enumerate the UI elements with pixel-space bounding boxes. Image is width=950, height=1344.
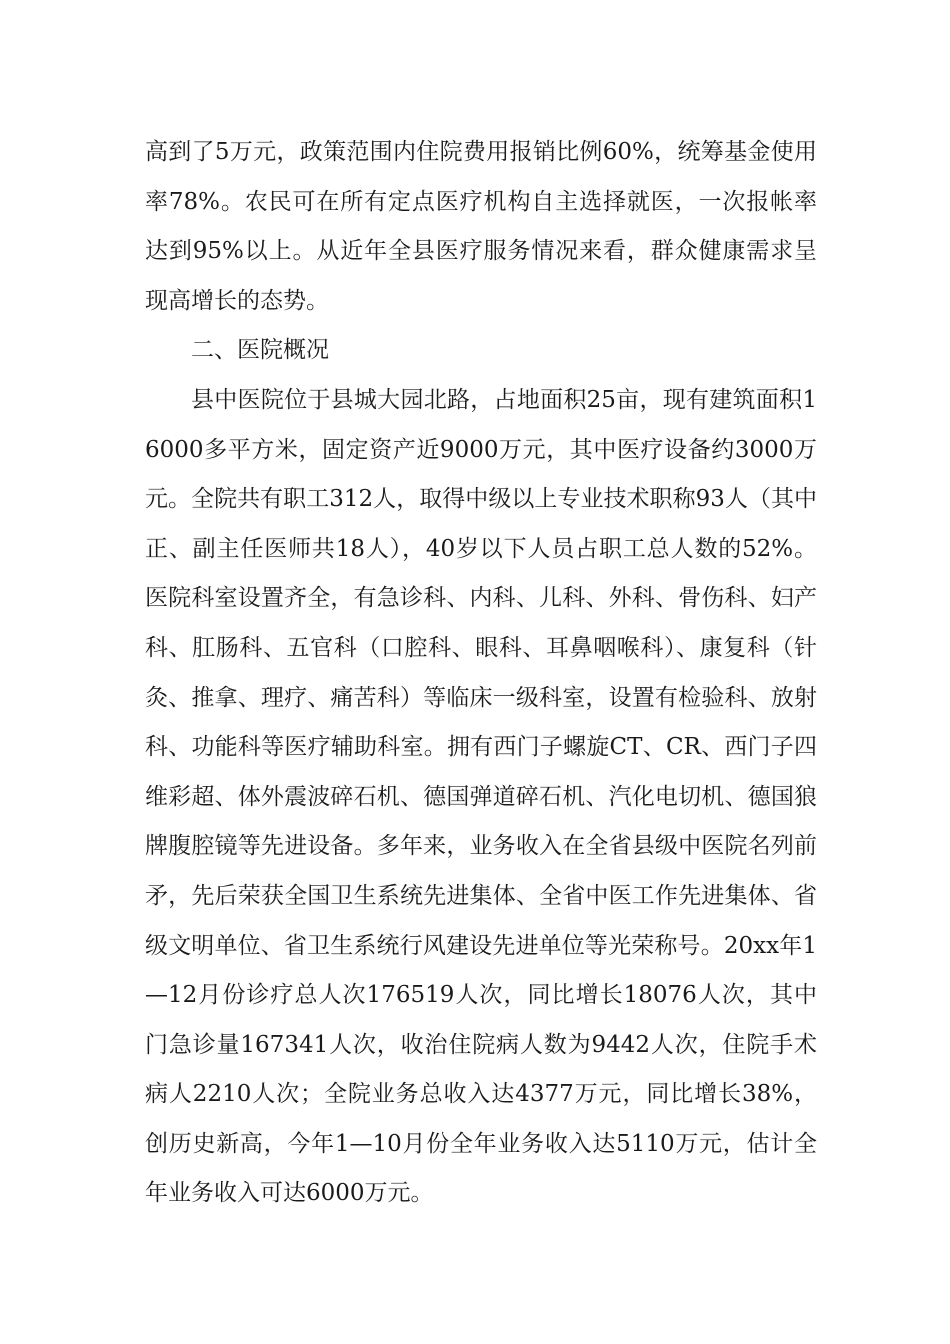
paragraph-hospital-overview: 县中医院位于县城大园北路，占地面积25亩，现有建筑面积16000多平方米，固定资产近9000万元，其中医疗设备约3000万元。全院共有职工312人，取得中级以上专业技术职称93人（其中正、副主任医师共18人），40岁以下人员占职工总人数的52%。医院科室设置齐全，有急诊科、内科、儿科、外科、骨伤科、妇产科、肛肠科、五官科（口腔科、眼科、耳鼻咽喉科）、康复科（针灸、推拿、理疗、痛苦科）等临床一级科室，设置有检验科、放射科、功能科等医疗辅助科室。拥有西门子螺旋CT、CR、西门子四维彩超、体外震波碎石机、德国弹道碎石机、汽化电切机、德国狼牌腹腔镜等先进设备。多年来，业务收入在全省县级中医院名列前矛，先后荣获全国卫生系统先进集体、全省中医工作先进集体、省级文明单位、省卫生系统行风建设先进单位等光荣称号。20xx年1—12月份诊疗总人次176519人次，同比增长18076人次，其中门急诊量167341人次，收治住院病人数为9442人次，住院手术病人2210人次；全院业务总收入达4377万元，同比增长38%，创历史新高，今年1—10月份全年业务收入达5110万元，估计全年业务收入可达6000万元。 [145, 386, 817, 1207]
document-body [145, 128, 817, 1219]
section-heading: 二、医院概况 [191, 337, 329, 364]
paragraph-continuation: 高到了5万元，政策范围内住院费用报销比例60%，统筹基金使用率78%。农民可在所有定点医疗机构自主选择就医，一次报帐率达到95%以上。从近年全县医疗服务情况来看，群众健康需求呈现高增长的态势。 [145, 139, 817, 314]
